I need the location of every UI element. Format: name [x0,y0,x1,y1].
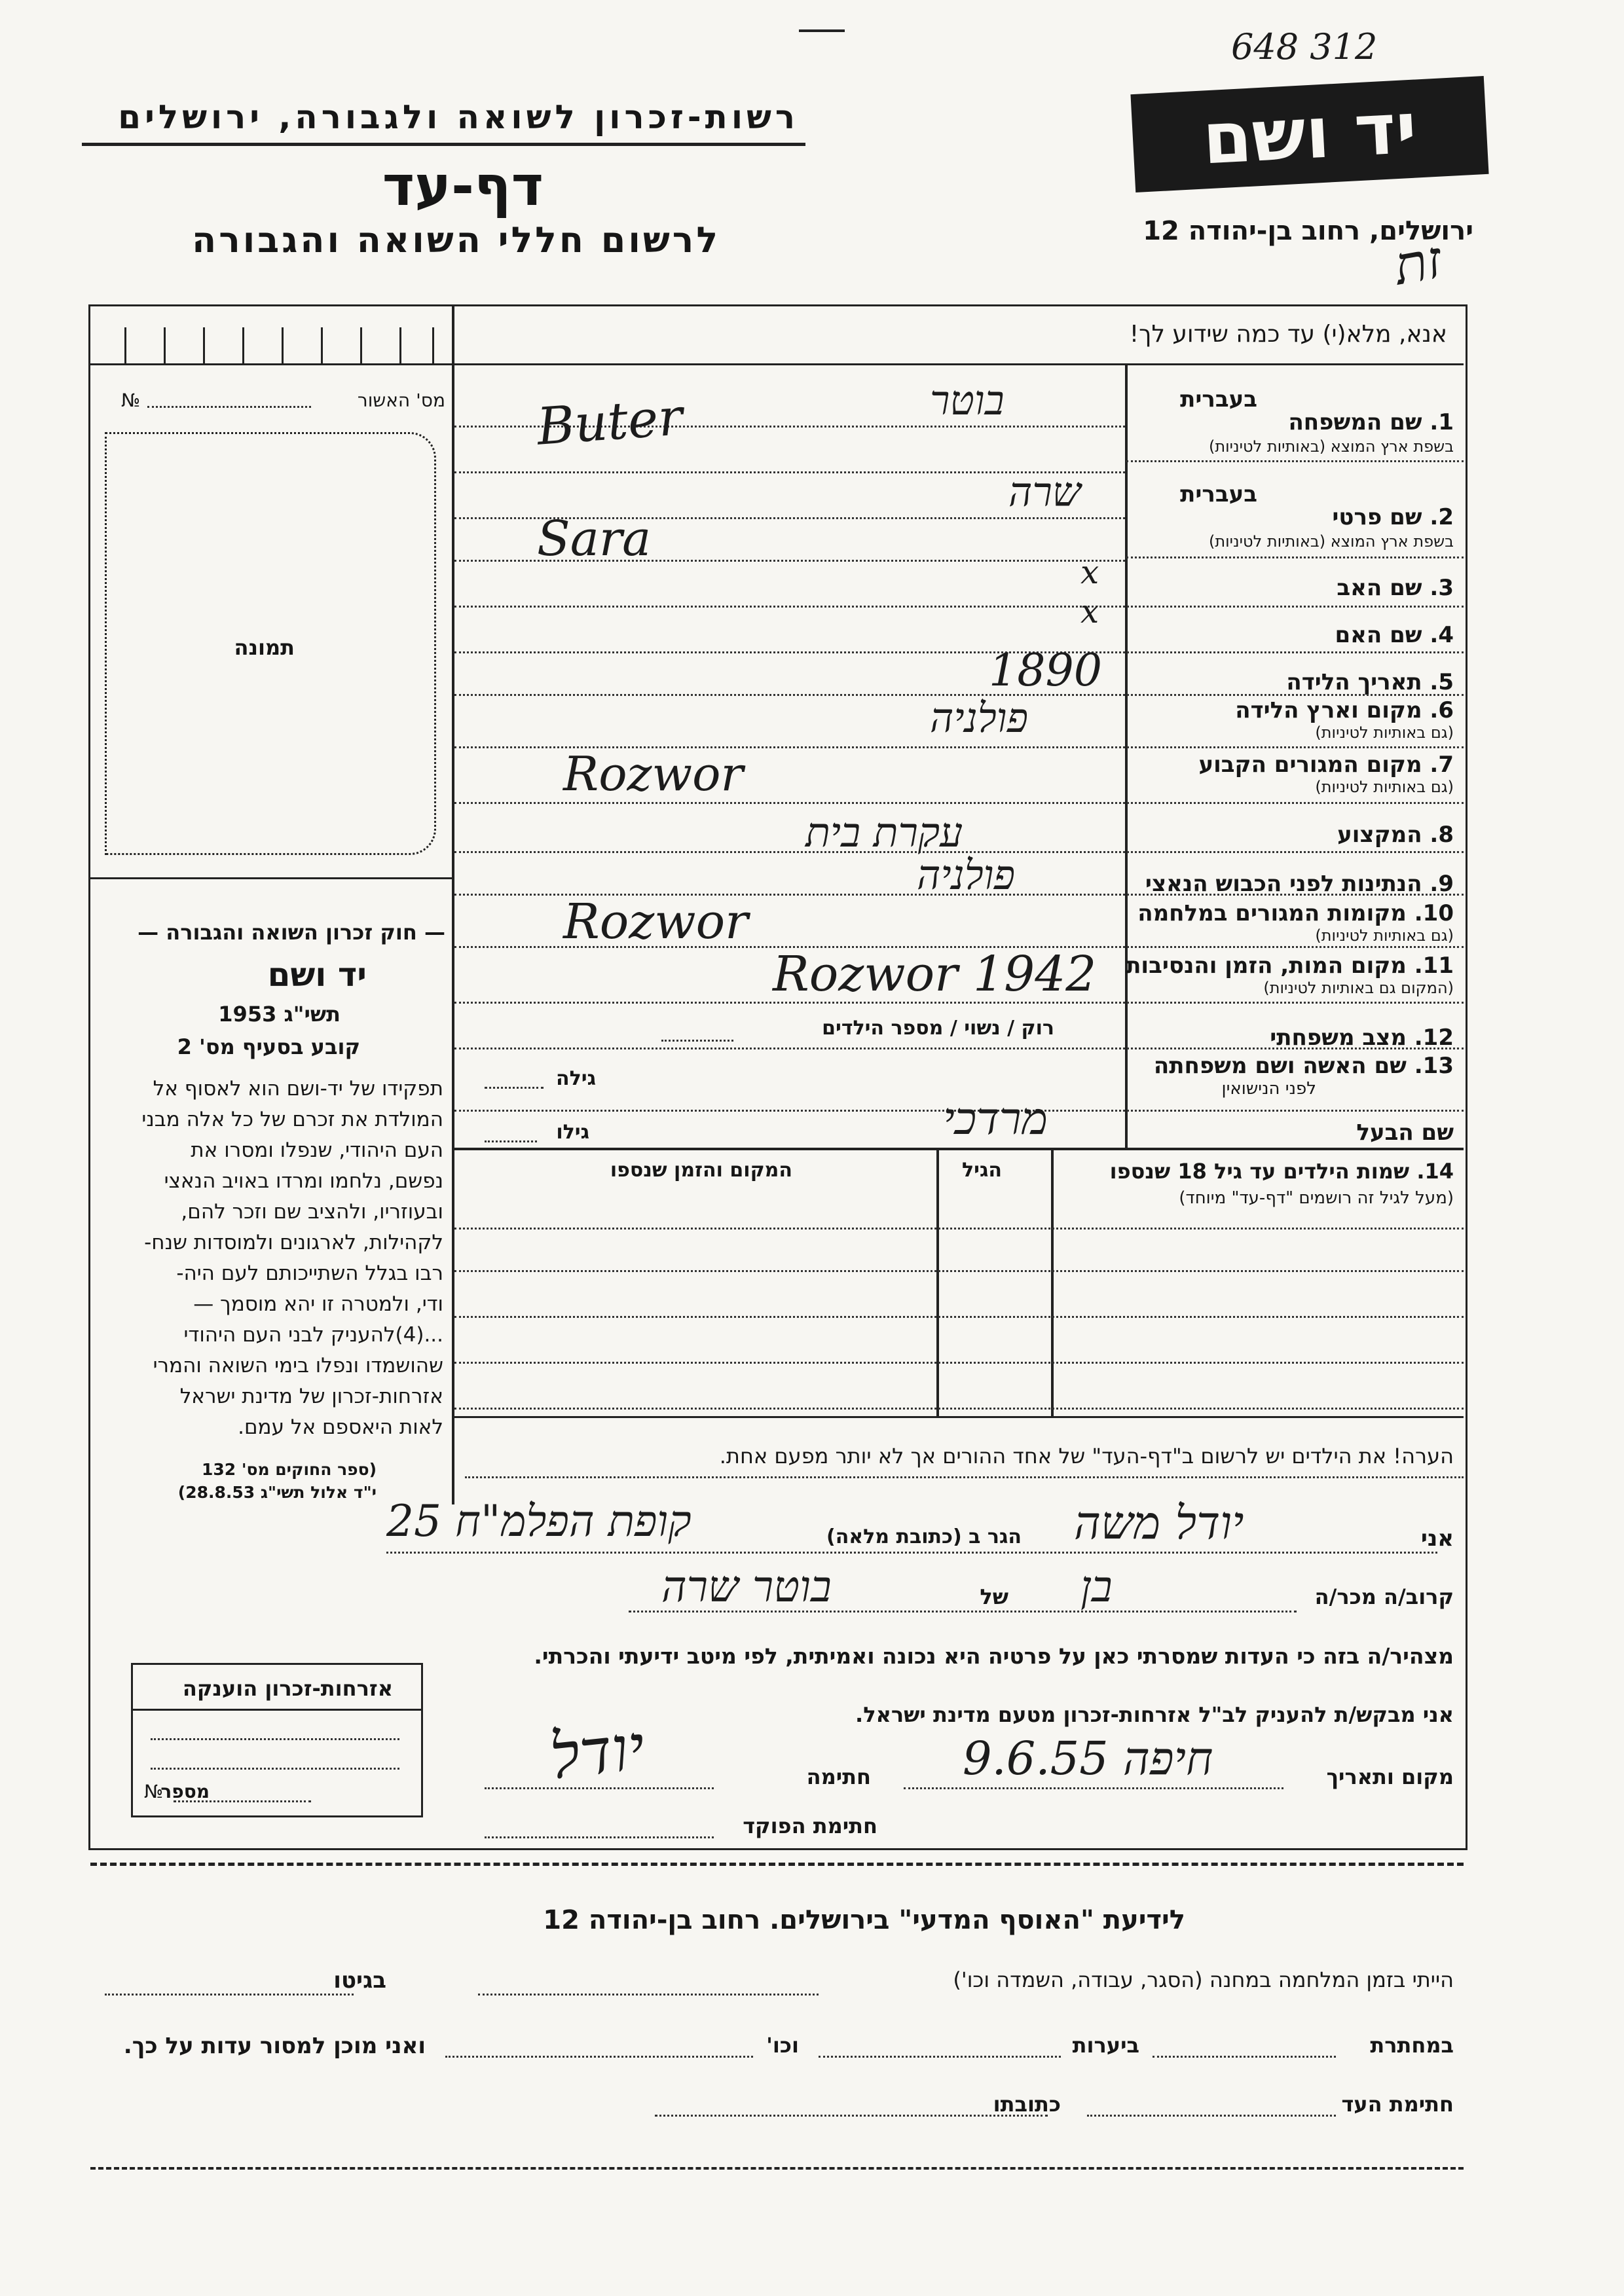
citizenship-number-line[interactable] [174,1800,311,1802]
children-col-age-left [936,1148,939,1416]
place-date-value[interactable]: חיפה 9.6.55 [963,1732,1213,1785]
occupation[interactable]: עקרת בית [805,809,963,856]
nationality[interactable]: פולניה [917,851,1016,899]
request-row-bottom [452,363,1464,365]
forests-label: ביערות [1072,2033,1139,2058]
citizenship-number-sign: № [144,1781,164,1802]
bottom-dashed-border [90,2167,1464,2170]
camp-line-label: הייתי בזמן המלחמה במחנה (הסגר, עבודה, השמדה וכו') [953,1967,1454,1992]
citizenship-request: אני מבקש/ת להעניק לב"ל אזרחות-זכרון מטעם מדינת ישראל. [855,1702,1454,1727]
marital-options-line[interactable] [661,1040,733,1042]
approval-number-line[interactable] [147,406,311,408]
witness-address-label: כתובתו [993,2092,1061,2117]
officer-signature-line[interactable] [485,1836,714,1838]
place-date-line [904,1787,1283,1789]
death-info[interactable]: Rozwor 1942 [773,946,1097,1002]
institution-name: רשות-זכרון לשואה ולגבורה, ירושלים [118,98,799,136]
father-name[interactable]: x [1080,553,1099,591]
etc-label: וכו' [766,2033,799,2058]
photo-label: תמונה [234,635,295,660]
husband-age-line[interactable] [485,1140,537,1142]
underground-line[interactable] [1153,2056,1336,2058]
children-col-age-right [1051,1148,1054,1416]
ghetto-line[interactable] [105,1994,354,1995]
law-year: תשי"ג 1953 [218,1002,341,1027]
family-name-hebrew[interactable]: בוטר [930,376,1005,424]
form-subtitle: לרשום חללי השואה והגבורה [192,219,720,261]
citizenship-line-2[interactable] [151,1768,399,1770]
birth-date[interactable]: 1890 [989,645,1103,697]
underground-label: במחתרת [1370,2033,1454,2058]
note-underline [465,1476,1464,1478]
testify-label: ואני מוכן למסור עדות על כך. [123,2033,426,2059]
witness-signature-line[interactable] [1087,2115,1336,2117]
declarant-line [386,1552,1437,1554]
place-time-header: המקום והזמן שנספו [610,1159,792,1182]
fill-request: אנא, מלא(י) עד כמה שידוע לך! [1129,321,1447,348]
law-text: תפקידו של יד-ושם הוא לאסוף אל המולדת את זכרם של כל אלה מבני העם היהודי, שנפלו ומסרו את נפשם, נלחמו ומרדו באויב הנאצי ובעוזריו, ולהציב שם וזכר להם, לקהילות, לארגונים ולמוסדות שנח- רבו בגלל השתייכותם לעם היה- ודי, ולמטרה זו יהא מוסמך — ...(4)להעניק לבני העם היהודי שהושמדו ונפלו בימי השואה והמרי אזרחות-זכרון של מדינת ישראל לאות היאספם אל עמם. [141,1077,443,1439]
approval-number-label: מס' האשור [357,390,445,411]
residence[interactable]: Rozwor [563,746,743,801]
children-table-top [454,1148,1464,1150]
declarant-resident-label: הגר ב (כתובת מלאה) [826,1525,1022,1548]
top-scan-mark [799,29,845,32]
relation-of-value[interactable]: בוטר שרה [661,1561,832,1612]
children-subtitle: (מעל לגיל זה רושמים "דף-עד" מיוחד) [1179,1188,1454,1208]
law-title: — חוק זכרון השואה והגבורה — [138,920,445,945]
relative-label: קרוב/ה מכר/ה [1314,1584,1454,1609]
form-title: דף-עד [382,154,544,218]
footer-divider [90,1863,1464,1866]
forests-line[interactable] [819,2056,1061,2058]
relative-line [629,1611,1297,1613]
left-column-divider [452,306,454,1504]
marital-options: רוק / נשוי / מספר הילדים [822,1017,1054,1040]
children-title: 14. שמות הילדים עד גיל 18 שנספו [1109,1159,1454,1184]
place-date-label: מקום ותאריך [1326,1764,1454,1789]
birth-place[interactable]: פולניה [930,694,1029,742]
law-ref-2: י"ד אלול תשי"ג 28.8.53) [177,1483,377,1502]
witness-signature-label: חתימת העד [1341,2092,1454,2117]
law-section: קובע בסעיף מס' 2 [177,1034,360,1059]
citizenship-number-label: מספר [160,1781,210,1802]
declaration-statement: מצהיר/ה בזה כי העדות שמסרתי כאן על פרטיה היא נכונה ואמיתית, לפי מיטב ידיעתי והכרתי. [534,1643,1454,1669]
first-name-hebrew[interactable]: שרה [1008,468,1081,516]
children-note: הערה! את הילדים יש לרשום ב"דף-העד" של אחד ההורים אך לא יותר מפעם אחת. [719,1444,1454,1468]
ghetto-label: בגיטו [333,1967,386,1994]
declarant-name[interactable]: יודל משה [1074,1496,1244,1550]
of-label: של [980,1584,1008,1609]
husband-age-label: גילו [556,1121,589,1144]
law-top-border [90,877,452,879]
signature-line [485,1787,714,1789]
institution-underline [82,143,805,146]
approval-number-sign: № [121,390,141,411]
signature-label: חתימה [806,1764,871,1789]
wartime-places[interactable]: Rozwor [563,894,748,950]
mother-name[interactable]: x [1080,592,1099,630]
witness-address-line[interactable] [655,2115,1048,2117]
husband-name-value[interactable]: מרדכי [943,1093,1048,1145]
declarant-i: אני [1420,1525,1454,1552]
age-header: הגיל [962,1159,1002,1182]
first-name-latin[interactable]: Sara [537,511,652,567]
handwritten-corner-number: 648 312 [1231,26,1378,67]
citizenship-title-underline [131,1709,423,1711]
law-name: יד ושם [267,956,367,994]
wife-age-line[interactable] [485,1087,544,1089]
etc-line[interactable] [445,2056,753,2058]
relation-value[interactable]: בן [1080,1561,1113,1612]
camp-line[interactable] [478,1994,819,1995]
footer-notice: לידיעת "האוסף המדעי" בירושלים. רחוב בן-יהודה 12 [543,1905,1185,1935]
signature-value[interactable]: יודל [546,1710,648,1794]
family-name-latin[interactable]: Buter [535,388,685,457]
law-ref-1: (ספר החוקים מס' 132 [201,1460,377,1479]
citizenship-title: אזרחות-זכרון הוענקה [182,1676,393,1701]
wife-age-label: גילה [556,1067,596,1090]
yad-vashem-logo: יד ושם [1130,76,1488,192]
address: ירושלים, רחוב בן-יהודה 12 [1143,216,1473,246]
declarant-address[interactable]: קופת הפלמ"ח 25 [386,1496,692,1546]
children-table-bottom [454,1416,1464,1418]
handwritten-corner-mark: זת [1390,228,1447,297]
citizenship-line-1[interactable] [151,1738,399,1740]
label-column-divider [1125,363,1128,1148]
officer-signature-label: חתימת הפוקד [743,1813,877,1838]
